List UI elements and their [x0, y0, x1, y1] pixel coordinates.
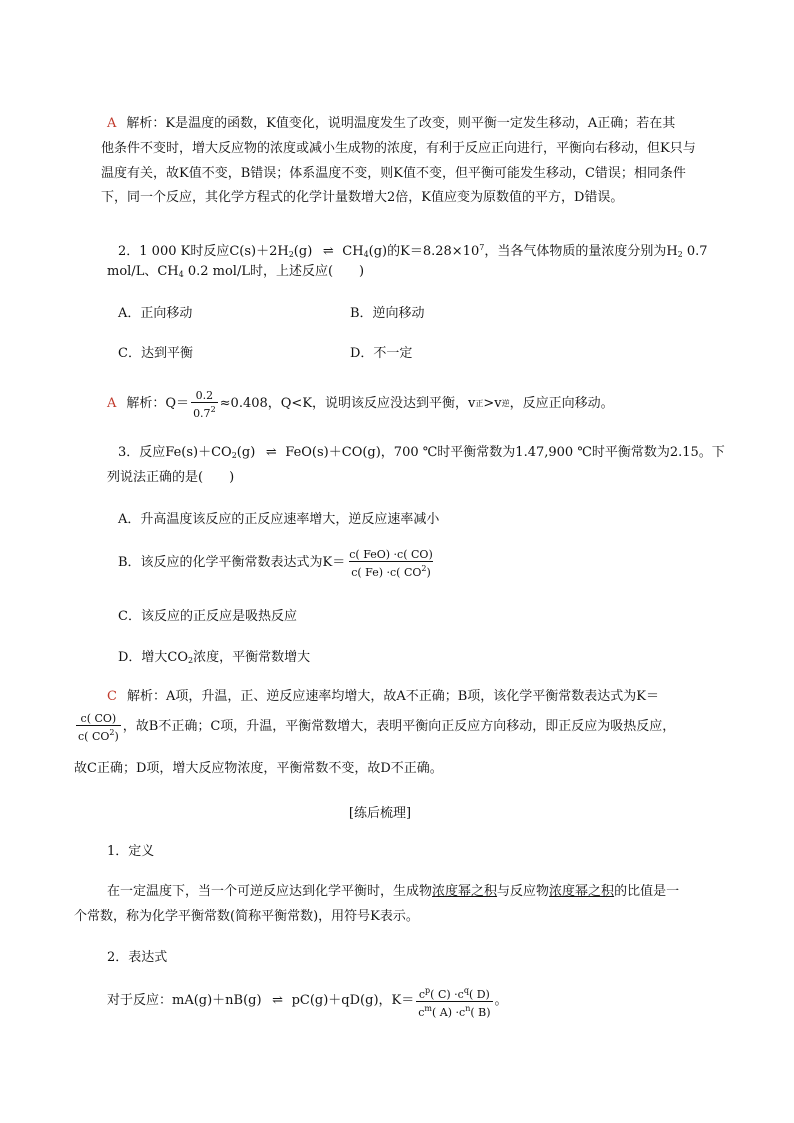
underlined-term: 浓度幂之积: [549, 884, 615, 899]
option-a: A．正向移动: [118, 306, 193, 321]
option-d: D．增大$CO_2$浓度，平衡常数增大: [118, 650, 311, 665]
option-d: D．不一定: [350, 346, 413, 361]
option-c: C．达到平衡: [118, 346, 193, 361]
equilibrium-arrow-icon: ⇌: [322, 244, 332, 259]
answer-letter: A: [107, 116, 117, 131]
option-a: A．升高温度该反应的正反应速率增大，逆反应速率减小: [118, 512, 440, 527]
heading-expression: 2．表达式: [107, 950, 168, 965]
text-line: $\frac{c( CO)}{c( CO^2)}$ ，故B不正确；C项，升温，平衡常数增大，表明平衡向正反应方向移动，即正反应为吸热反应，: [78, 711, 676, 743]
question-stem-line2: mol/L、$CH_4$ 0.2 mol/L时，上述反应( ): [107, 264, 365, 279]
text-line: 解析：K是温度的函数，K值变化，说明温度发生了改变，则平衡一定发生移动，A正确；若在其: [126, 116, 676, 131]
text-line: 解析：A项，升温，正、逆反应速率均增大，故A不正确；B项，该化学平衡常数表达式为K＝: [126, 689, 659, 704]
document-page: A 解析：K是温度的函数，K值变化，说明温度发生了改变，则平衡一定发生移动，A正确；若在其 他条件不变时，增大反应物的浓度或减小生成物的浓度，有利于反应正向进行，平衡向右移动，但K只与 温度有关，故K值不变，B错误；体系温度不变，则K值不变，但平衡可能发生移动，C错误；相同条件 下，同一个反应，其化学方程式的化学计量数增大2倍，K值应变为原数值的平方，D错误。 2．1 000 K时反应$C(s)+2H_2(g)$ ⇌ $CH_4(g)$的$K=8.28\times 10^7$，当各气体物质的量浓度分别为$H_2$ 0.7 mol/L、$CH_4$ 0.2 mol/L时，上述反应( ) A．正向移动 B．逆向移动 C．达到平衡 D．不一定 A 解析：Q＝ $\frac{0.2}{0.7^2}$ ≈0.408，Q<K，说明该反应没达到平衡，v 正 >v 逆 ，反应正向移动。 3．反应$Fe(s)+CO_2(g)$ ⇌ FeO(s)＋CO(g)，700 ℃时平衡常数为1.47,900 ℃时平衡常数为2.15。下 列说法正确的是( ) A．升高温度该反应的正反应速率增大，逆反应速率减小 B．该反应的化学平衡常数表达式为K＝ $\frac{\text{c( FeO) ·c( CO)}}{c( Fe) \cdot c( CO^2)}$ C．该反应的正反应是吸热反应 D．增大$CO_2$浓度，平衡常数增大 C 解析：A项，升温，正、逆反应速率均增大，故A不正确；B项，该化学平衡常数表达式为K＝ $\frac{c( CO)}{c( CO^2)}$ ，故B不正确；C项，升温，平衡常数增大，表明平衡向正反应方向移动，即正反应为吸热反应， 故C正确；D项，增大反应物浓度，平衡常数不变，故D不正确。 [练后梳理] 1．定义 在一定温度下，当一个可逆反应达到化学平衡时，生成物浓度幂之积与反应物浓度幂之积的比值是一 个常数，称为化学平衡常数(简称平衡常数)，用符号K表示。 2．表达式 对于反应：mA(g)＋nB(g) ⇌ pC(g)＋qD(g)，K＝ $\frac{c^p( C) \cdot c^q( D)}{c^m( A) \cdot c^n( B)}$ 。: [74, 116, 725, 1019]
fraction: $\frac{0.2}{0.7^2}$: [193, 388, 216, 420]
text-line: 故C正确；D项，增大反应物浓度，平衡常数不变，故D不正确。: [74, 761, 443, 776]
text: 解析：Q＝: [126, 396, 190, 411]
text-line: 他条件不变时，增大反应物的浓度或减小生成物的浓度，有利于反应正向进行，平衡向右移动，但K只与: [101, 141, 696, 156]
equilibrium-arrow-icon: ⇌: [272, 993, 282, 1008]
answer-letter: C: [107, 689, 117, 704]
underlined-term: 浓度幂之积: [432, 884, 498, 899]
equilibrium-arrow-icon: ⇌: [265, 445, 275, 460]
heading-definition: 1．定义: [107, 844, 155, 859]
expression-line: 对于反应：mA(g)＋nB(g) ⇌ pC(g)＋qD(g)，K＝ $\frac{c^p( C) \cdot c^q( D)}{c^m( A) \cdot c^n( B)}$ 。: [107, 985, 508, 1019]
text-line: 下，同一个反应，其化学方程式的化学计量数增大2倍，K值应变为原数值的平方，D错误。: [101, 190, 624, 205]
section-title: [练后梳理]: [348, 806, 412, 821]
definition-text: 在一定温度下，当一个可逆反应达到化学平衡时，生成物浓度幂之积与反应物浓度幂之积的比值是一: [107, 884, 680, 899]
definition-text-line2: 个常数，称为化学平衡常数(简称平衡常数)，用符号K表示。: [74, 909, 419, 924]
question-stem: 3．反应$Fe(s)+CO_2(g)$ ⇌ FeO(s)＋CO(g)，700 ℃时平衡常数为1.47,900 ℃时平衡常数为2.15。下: [118, 445, 725, 460]
question-stem-line2: 列说法正确的是( ): [107, 470, 235, 485]
option-b: B．逆向移动: [350, 306, 425, 321]
option-b: B．该反应的化学平衡常数表达式为K＝ $\frac{\text{c( FeO) ·c( CO)}}{c( Fe) \cdot c( CO^2)}$: [118, 547, 433, 579]
text-line: 温度有关，故K值不变，B错误；体系温度不变，则K值不变，但平衡可能发生移动，C错误；相同条件: [101, 166, 686, 181]
answer-letter: A: [107, 396, 117, 411]
fraction: $\frac{c^p( C) \cdot c^q( D)}{c^m( A) \cdot c^n( B)}$: [418, 985, 491, 1019]
fraction: $\frac{c( CO)}{c( CO^2)}$: [78, 711, 119, 743]
fraction: $\frac{\text{c( FeO) ·c( CO)}}{c( Fe) \cdot c( CO^2)}$: [349, 547, 433, 579]
question-stem: 2．1 000 K时反应$C(s)+2H_2(g)$ ⇌ $CH_4(g)$的$K=8.28\times 10^7$，当各气体物质的量浓度分别为$H_2$ 0.7: [118, 243, 708, 259]
option-c: C．该反应的正反应是吸热反应: [118, 609, 297, 624]
